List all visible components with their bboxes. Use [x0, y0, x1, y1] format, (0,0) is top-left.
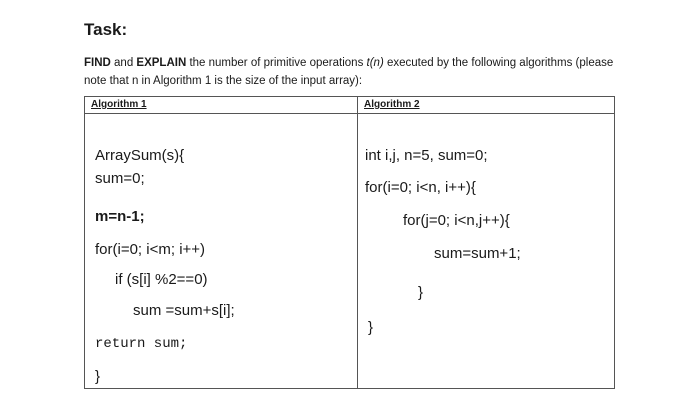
- explain-keyword: EXPLAIN: [136, 57, 187, 69]
- table-code-row: [85, 114, 615, 389]
- algo1-line-m-assign: m=n-1;: [95, 208, 145, 225]
- algo1-line-signature: ArraySum(s){: [95, 147, 185, 164]
- and-word: and: [110, 57, 137, 69]
- algorithm-1-cell: [85, 114, 358, 389]
- algorithm-2-header: Algorithm 2: [358, 97, 615, 114]
- algo1-line-return: return sum;: [95, 336, 188, 352]
- algo2-line-outer-close: }: [368, 319, 374, 336]
- algo1-line-if: if (s[i] %2==0): [115, 271, 208, 288]
- instructions-rest: executed by the following algorithms (please note that n in Algorithm 1 is the size of the input array):: [84, 57, 614, 87]
- algo2-line-inner-close: }: [418, 284, 424, 301]
- algo2-line-inner-for: for(j=0; i<n,j++){: [403, 212, 510, 229]
- algorithm-2-cell: [358, 114, 615, 389]
- instructions-text: [84, 54, 624, 90]
- find-keyword: FIND: [84, 57, 111, 69]
- algo1-line-sum-add: sum =sum+s[i];: [133, 302, 235, 319]
- instructions-mid: the number of primitive operations: [186, 57, 367, 69]
- algo2-line-decl: int i,j, n=5, sum=0;: [365, 147, 488, 164]
- algo1-line-for: for(i=0; i<m; i++): [95, 241, 206, 258]
- algo1-line-sum-init: sum=0;: [95, 170, 145, 187]
- algo2-line-sum-inc: sum=sum+1;: [434, 245, 521, 262]
- table-header-row: [85, 97, 615, 114]
- algo1-line-close: }: [95, 368, 101, 385]
- tn-term: t(n): [366, 57, 384, 69]
- algorithms-table: [84, 96, 615, 389]
- algo2-line-outer-for: for(i=0; i<n, i++){: [365, 179, 476, 196]
- task-heading: Task:: [84, 20, 128, 39]
- algorithm-1-header: Algorithm 1: [85, 97, 358, 114]
